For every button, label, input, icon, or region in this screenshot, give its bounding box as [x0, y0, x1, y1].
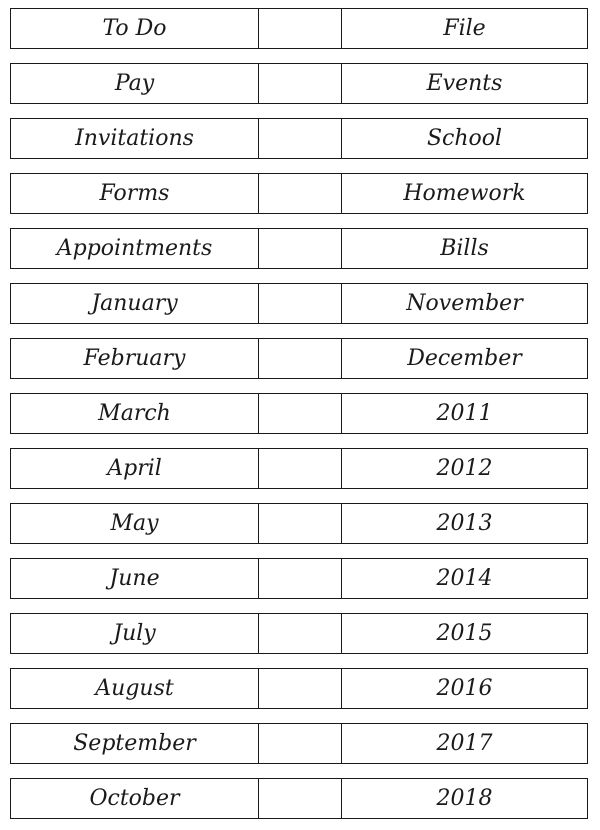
label-left: Appointments [11, 229, 259, 268]
label-row [10, 393, 588, 434]
label-right: 2014 [436, 566, 493, 591]
label-left: Invitations [11, 119, 259, 158]
label-row [10, 558, 588, 599]
label-row [10, 448, 588, 489]
label-spacer [259, 669, 342, 708]
label-left: October [11, 779, 259, 818]
label-left: To Do [11, 9, 259, 48]
label-row [10, 723, 588, 764]
label-row [10, 503, 588, 544]
label-left: January [11, 284, 259, 323]
label-right: Homework [403, 181, 526, 206]
label-right: Bills [440, 236, 489, 261]
label-right: 2013 [436, 511, 493, 536]
label-right: School [426, 126, 503, 151]
label-row [10, 118, 588, 159]
label-row [10, 63, 588, 104]
label-row [10, 613, 588, 654]
label-spacer [259, 9, 342, 48]
label-right: 2012 [436, 456, 493, 481]
label-right: 2017 [436, 731, 493, 756]
label-left: March [11, 394, 259, 433]
label-left: July [11, 614, 259, 653]
label-right: 2016 [436, 676, 493, 701]
label-spacer [259, 284, 342, 323]
label-row [10, 778, 588, 819]
label-spacer [259, 394, 342, 433]
label-spacer [259, 559, 342, 598]
label-left: Forms [11, 174, 259, 213]
label-left: August [11, 669, 259, 708]
label-sheet [10, 8, 588, 822]
label-left: June [11, 559, 259, 598]
label-spacer [259, 724, 342, 763]
label-right: 2015 [436, 621, 493, 646]
label-right: File [443, 16, 486, 41]
label-right: Events [426, 71, 503, 96]
label-spacer [259, 614, 342, 653]
label-right: 2018 [436, 786, 493, 811]
label-row [10, 283, 588, 324]
label-spacer [259, 64, 342, 103]
label-row [10, 8, 588, 49]
label-spacer [259, 504, 342, 543]
label-right: November [406, 291, 523, 316]
label-left: September [11, 724, 259, 763]
label-row [10, 668, 588, 709]
label-left: April [11, 449, 259, 488]
label-row [10, 173, 588, 214]
label-left: May [11, 504, 259, 543]
label-row [10, 338, 588, 379]
label-row [10, 228, 588, 269]
label-left: Pay [11, 64, 259, 103]
label-left: February [11, 339, 259, 378]
label-right: December [407, 346, 522, 371]
label-spacer [259, 449, 342, 488]
label-spacer [259, 229, 342, 268]
label-spacer [259, 339, 342, 378]
label-spacer [259, 119, 342, 158]
label-spacer [259, 174, 342, 213]
label-right: 2011 [436, 401, 493, 426]
label-spacer [259, 779, 342, 818]
